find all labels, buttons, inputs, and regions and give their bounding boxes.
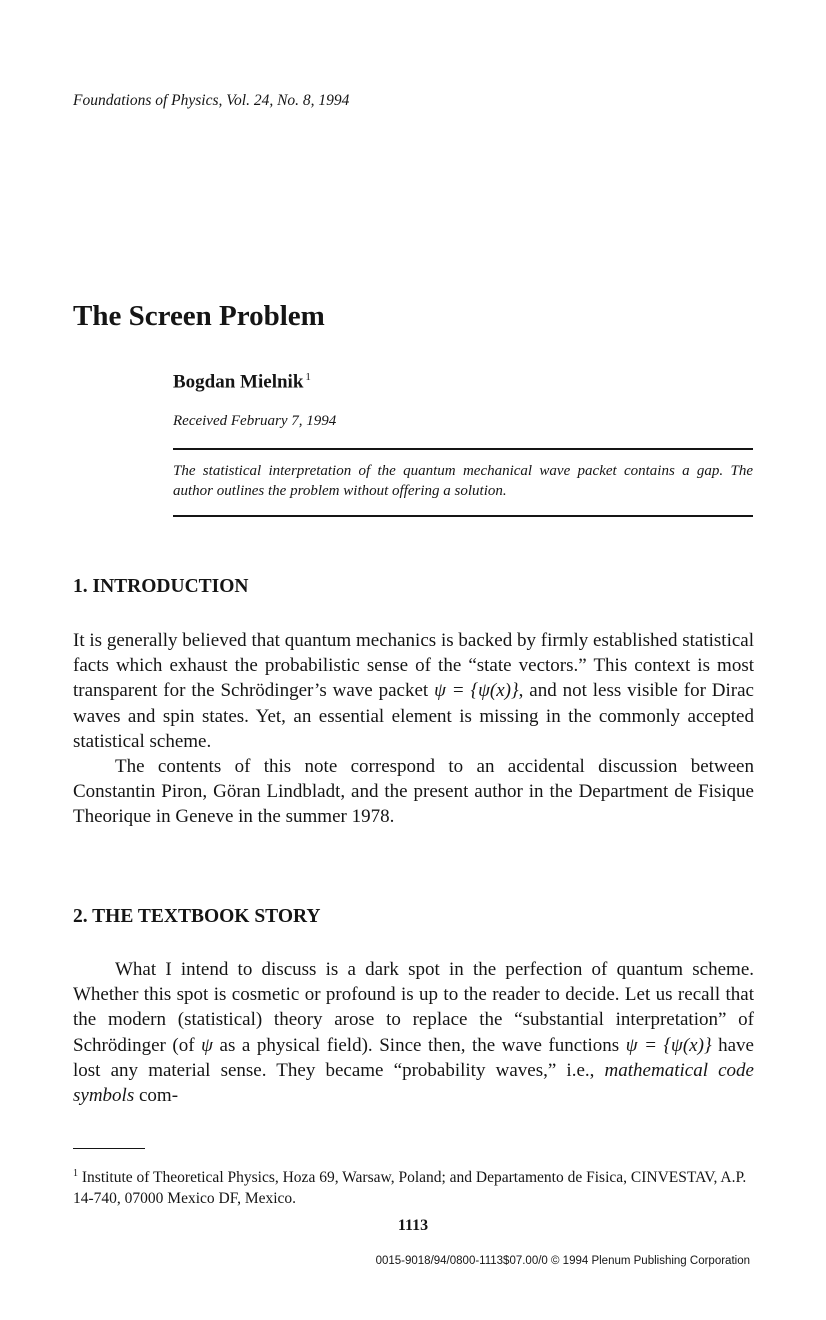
section-heading-introduction: 1. INTRODUCTION [73, 576, 249, 597]
publisher-imprint: 0015-9018/94/0800-1113$07.00/0 © 1994 Plenum Publishing Corporation [375, 1255, 750, 1267]
author-line [173, 371, 311, 393]
abstract-bottom-rule [173, 515, 753, 517]
abstract-top-rule [173, 448, 753, 450]
author-footnote-mark: 1 [305, 371, 311, 383]
wave-packet-formula: ψ = {ψ(x)} [434, 680, 519, 702]
footnote [73, 1163, 754, 1209]
abstract: The statistical interpretation of the quantum mechanical wave packet contains a gap. The author outlines the problem without offering a solution. [173, 463, 753, 499]
textbook-story-body [73, 957, 754, 1108]
paper-title: The Screen Problem [73, 300, 325, 332]
author-name: Bogdan Mielnik [173, 371, 304, 393]
footnote-separator [73, 1148, 145, 1149]
introduction-paragraph-1: It is generally believed that quantum mechanics is backed by firmly established statistical facts which exhaust the probabilistic sense of the “state vectors.” This context is most transparent for the Schrödinger’s wave packet ψ = {ψ(x)}, and not less visible for Dirac waves and spin states. Yet, an essential element is missing in the commonly accepted statistical scheme. [73, 630, 754, 752]
received-date: Received February 7, 1994 [173, 413, 337, 429]
journal-citation: Foundations of Physics, Vol. 24, No. 8, 1994 [73, 92, 350, 109]
emphasis-code-symbols: mathematical code symbols [73, 1059, 754, 1107]
psi-symbol: ψ [201, 1034, 213, 1056]
section-heading-textbook-story: 2. THE TEXTBOOK STORY [73, 906, 321, 927]
page-number: 1113 [397, 1217, 429, 1234]
introduction-body [73, 628, 754, 830]
footnote-mark: 1 [73, 1168, 78, 1179]
introduction-paragraph-2: The contents of this note correspond to an accidental discussion between Constantin Piron, Göran Lindbladt, and the present author in the Department de Fisique Theorique in Geneve in the summer 1978. [73, 756, 754, 828]
textbook-story-paragraph-1: What I intend to discuss is a dark spot in the perfection of quantum scheme. Whether this spot is cosmetic or profound is up to the reader to decide. Let us recall that the modern (statistical) theory arose to replace the “substantial interpretation” of Schrödinger (of ψ as a physical field). Since then, the wave functions ψ = {ψ(x)} have lost any material sense. They became “probability waves,” i.e., mathematical code symbols com- [73, 959, 754, 1107]
wave-function-formula: ψ = {ψ(x)} [625, 1034, 712, 1056]
footnote-text: Institute of Theoretical Physics, Hoza 69, Warsaw, Poland; and Departamento de Fisica, CINVESTAV, A.P. 14-740, 07000 Mexico DF, Mexico. [73, 1169, 747, 1208]
